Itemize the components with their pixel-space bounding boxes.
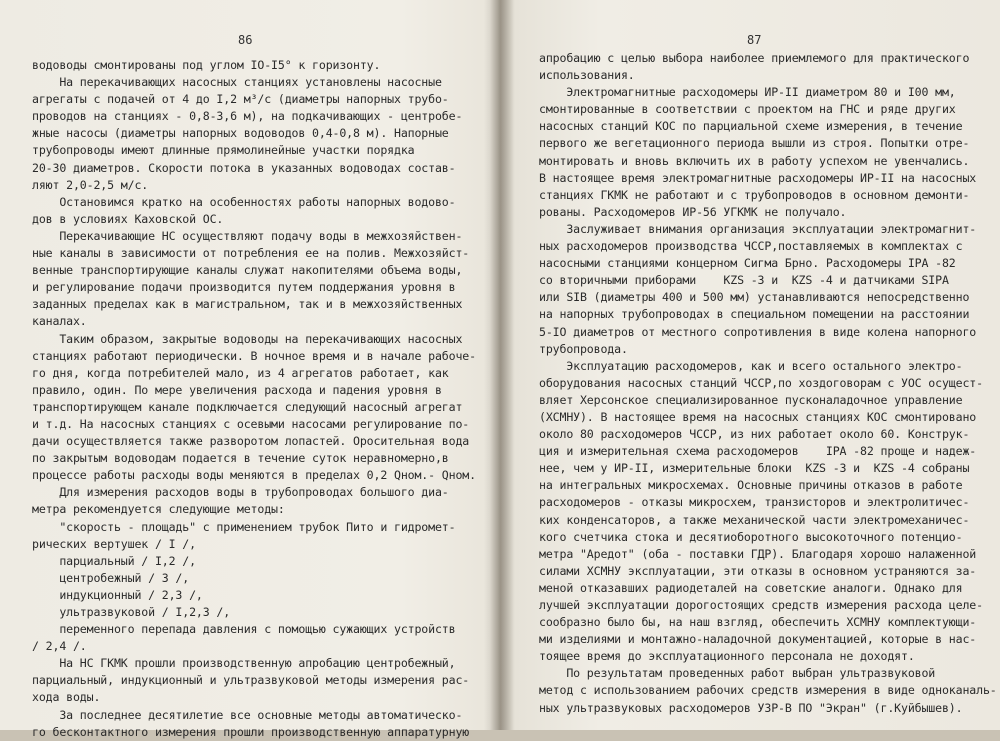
text-line: трубопровода. bbox=[539, 341, 628, 356]
text-line: водоводы смонтированы под углом IO-I5° к горизонту. bbox=[32, 58, 381, 72]
text-line: и т.д. На насосных станциях с осевыми насосами регулирование по- bbox=[32, 416, 470, 431]
text-line: первого же вегетационного периода вышли из строя. Попытки отре- bbox=[539, 136, 970, 151]
text-line: 20-30 диаметров. Скорости потока в указанных водоводах состав- bbox=[32, 160, 456, 175]
text-line: насосных станций КОС по парциальной схеме измерения, в течение bbox=[539, 119, 963, 134]
text-line: метра рекомендуется следующие методы: bbox=[32, 502, 285, 517]
text-line: монтировать и вновь включить их в работу успехом не увенчались. bbox=[539, 153, 970, 168]
text-line: смонтированные в соответствии с проектом на ГНС и ряде других bbox=[539, 102, 956, 117]
text-line: рованы. Расходомеров ИР-56 УГКМК не получало. bbox=[539, 204, 847, 219]
text-line: по закрытым водоводам подается в течение суток неравномерно,в bbox=[32, 451, 449, 466]
text-line: ми изделиями и монтажно-наладочной документацией, которые в нас- bbox=[539, 632, 977, 647]
text-line: проводов на станциях - 0,8-3,6 м), на подкачивающих - центробе- bbox=[32, 109, 463, 124]
text-line: на напорных трубопроводах в специальном помещении на расстоянии bbox=[539, 307, 970, 322]
text-line: около 80 расходомеров ЧССР, из них работает около 60. Конструк- bbox=[539, 427, 970, 442]
text-line: со вторичными приборами KZS -3 и KZS -4 и датчиками SIPA bbox=[539, 273, 949, 288]
text-line: жные насосы (диаметры напорных водоводов 0,4-0,8 м). Напорные bbox=[32, 126, 449, 141]
text-line: Таким образом, закрытые водоводы на перекачивающих насосных bbox=[32, 331, 463, 346]
text-line: кого счетчика стока и десятиоборотного высокоточного потенцио- bbox=[539, 529, 963, 544]
text-line: транспортирующем канале подключается следующий насосный агрегат bbox=[32, 399, 463, 414]
page-number-left: 86 bbox=[238, 33, 253, 47]
text-line: (ХСМНУ). В настоящее время на насосных станциях КОС смонтировано bbox=[539, 409, 977, 424]
text-line: тоящее время до эксплуатационного персонала не доходят. bbox=[539, 649, 915, 664]
text-line: рических вертушек / I /, bbox=[32, 536, 196, 551]
text-line: дачи осуществляется также разворотом лопастей. Оросительная вода bbox=[32, 434, 470, 449]
text-line: / 2,4 /. bbox=[32, 639, 87, 654]
text-line: и регулирование подачи производится путем поддержания уровня в bbox=[32, 280, 456, 295]
text-line: трубопроводы имеют длинные прямолинейные участки порядка bbox=[32, 143, 415, 158]
text-line: парциальный / I,2 /, bbox=[32, 553, 196, 568]
text-line: ных ультразвуковых расходомеров УЗР-В ПО "Экран" (г.Куйбышев). bbox=[539, 700, 963, 715]
text-line: на интегральных микросхемах. Основные причины отказов в работе bbox=[539, 478, 963, 493]
text-line: апробацию с целью выбора наиболее приемлемого для практического bbox=[539, 51, 970, 65]
text-line: индукционный / 2,3 /, bbox=[32, 587, 203, 602]
text-line: В настоящее время электромагнитные расходомеры ИР-II на насосных bbox=[539, 170, 977, 185]
right-page-text bbox=[539, 50, 997, 717]
text-line: Для измерения расходов воды в трубопроводах большого диа- bbox=[32, 485, 449, 500]
text-line: насосными станциями концерном Сигма Брно. Расходомеры IPA -82 bbox=[539, 256, 956, 271]
text-line: хода воды. bbox=[32, 690, 101, 705]
text-line: ких конденсаторов, а также механической части электромеханичес- bbox=[539, 512, 970, 527]
text-line: оборудования насосных станций ЧССР,по хоздоговорам с УОС осущест- bbox=[539, 375, 983, 390]
text-line: использования. bbox=[539, 68, 635, 83]
text-line: заданных пределах как в магистральном, так и в межхозяйственных bbox=[32, 297, 463, 312]
text-line: вляет Херсонское специализированное пусконаладочное управление bbox=[539, 392, 963, 407]
page-number-right: 87 bbox=[747, 33, 762, 47]
text-line: силами ХСМНУ эксплуатации, эти отказы в основном устраняются за- bbox=[539, 563, 977, 578]
text-line: агрегаты с подачей от 4 до I,2 м³/с (диаметры напорных трубо- bbox=[32, 92, 449, 107]
text-line: ных расходомеров производства ЧССР,поставляемых в комплектах с bbox=[539, 239, 963, 254]
text-line: На НС ГКМК прошли производственную апробацию центробежный, bbox=[32, 656, 456, 671]
text-line: Эксплуатацию расходомеров, как и всего остального электро- bbox=[539, 358, 963, 373]
text-line: венные транспортирующие каналы служат накопителями объема воды, bbox=[32, 263, 463, 278]
text-line: правило, один. По мере увеличения расхода и падения уровня в bbox=[32, 382, 442, 397]
text-line: процессе работы расходы воды меняются в пределах 0,2 Qном.- Qном. bbox=[32, 468, 476, 483]
text-line: станциях ГКМК не работают и с трубопроводов в основном демонти- bbox=[539, 187, 970, 202]
text-line: или SIB (диаметры 400 и 500 мм) устанавливаются непосредственно bbox=[539, 290, 970, 305]
text-line: ные каналы в зависимости от потребления ее на полив. Межхозяйст- bbox=[32, 246, 470, 261]
text-line: центробежный / 3 /, bbox=[32, 570, 190, 585]
text-line: Электромагнитные расходомеры ИР-II диаметром 80 и I00 мм, bbox=[539, 85, 956, 100]
text-line: метра "Аредот" (оба - поставки ГДР). Благодаря хорошо налаженной bbox=[539, 546, 977, 561]
text-line: ция и измерительная схема расходомеров IPA -82 проще и надеж- bbox=[539, 444, 977, 459]
left-page-text bbox=[32, 57, 476, 741]
text-line: нее, чем у ИР-II, измерительные блоки KZS -3 и KZS -4 собраны bbox=[539, 461, 970, 476]
text-line: 5-IO диаметров от местного сопротивления в виде колена напорного bbox=[539, 324, 977, 339]
text-line: ультразвуковой / I,2,3 /, bbox=[32, 605, 231, 619]
left-page bbox=[0, 0, 495, 739]
text-line: парциальный, индукционный и ультразвуковой методы измерения рас- bbox=[32, 673, 470, 688]
text-line: станциях работают периодически. В ночное время и в начале рабоче- bbox=[32, 348, 476, 363]
text-line: расходомеров - отказы микросхем, транзисторов и электролитичес- bbox=[539, 495, 970, 510]
text-line: го бесконтактного измерения прошли производственную аппаратурную bbox=[32, 724, 470, 739]
text-line: Перекачивающие НС осуществляют подачу воды в межхозяйствен- bbox=[32, 228, 463, 243]
text-line: меной отказавших радиодеталей на советские аналоги. Однако для bbox=[539, 580, 963, 595]
right-page bbox=[505, 0, 1000, 730]
text-line: го дня, когда потребителей мало, из 4 агрегатов работает, как bbox=[32, 365, 449, 380]
text-line: сообразно было бы, на наш взгляд, обеспечить ХСМНУ комплектующи- bbox=[539, 615, 977, 630]
text-line: На перекачивающих насосных станциях установлены насосные bbox=[32, 75, 442, 90]
text-line: "скорость - площадь" с применением трубок Пито и гидромет- bbox=[32, 519, 456, 534]
text-line: За последнее десятилетие все основные методы автоматическо- bbox=[32, 707, 463, 722]
text-line: каналах. bbox=[32, 314, 87, 329]
text-line: метод с использованием рабочих средств измерения в виде одноканаль- bbox=[539, 683, 997, 698]
text-line: переменного перепада давления с помощью сужающих устройств bbox=[32, 622, 456, 637]
text-line: лучшей эксплуатации дорогостоящих средств измерения расхода целе- bbox=[539, 598, 983, 612]
text-line: дов в условиях Каховской ОС. bbox=[32, 211, 224, 226]
text-line: ляют 2,0-2,5 м/с. bbox=[32, 177, 149, 192]
text-line: Заслуживает внимания организация эксплуатации электромагнит- bbox=[539, 221, 977, 236]
text-line: Остановимся кратко на особенностях работы напорных водово- bbox=[32, 194, 456, 209]
text-line: По результатам проведенных работ выбран ультразвуковой bbox=[539, 666, 936, 681]
